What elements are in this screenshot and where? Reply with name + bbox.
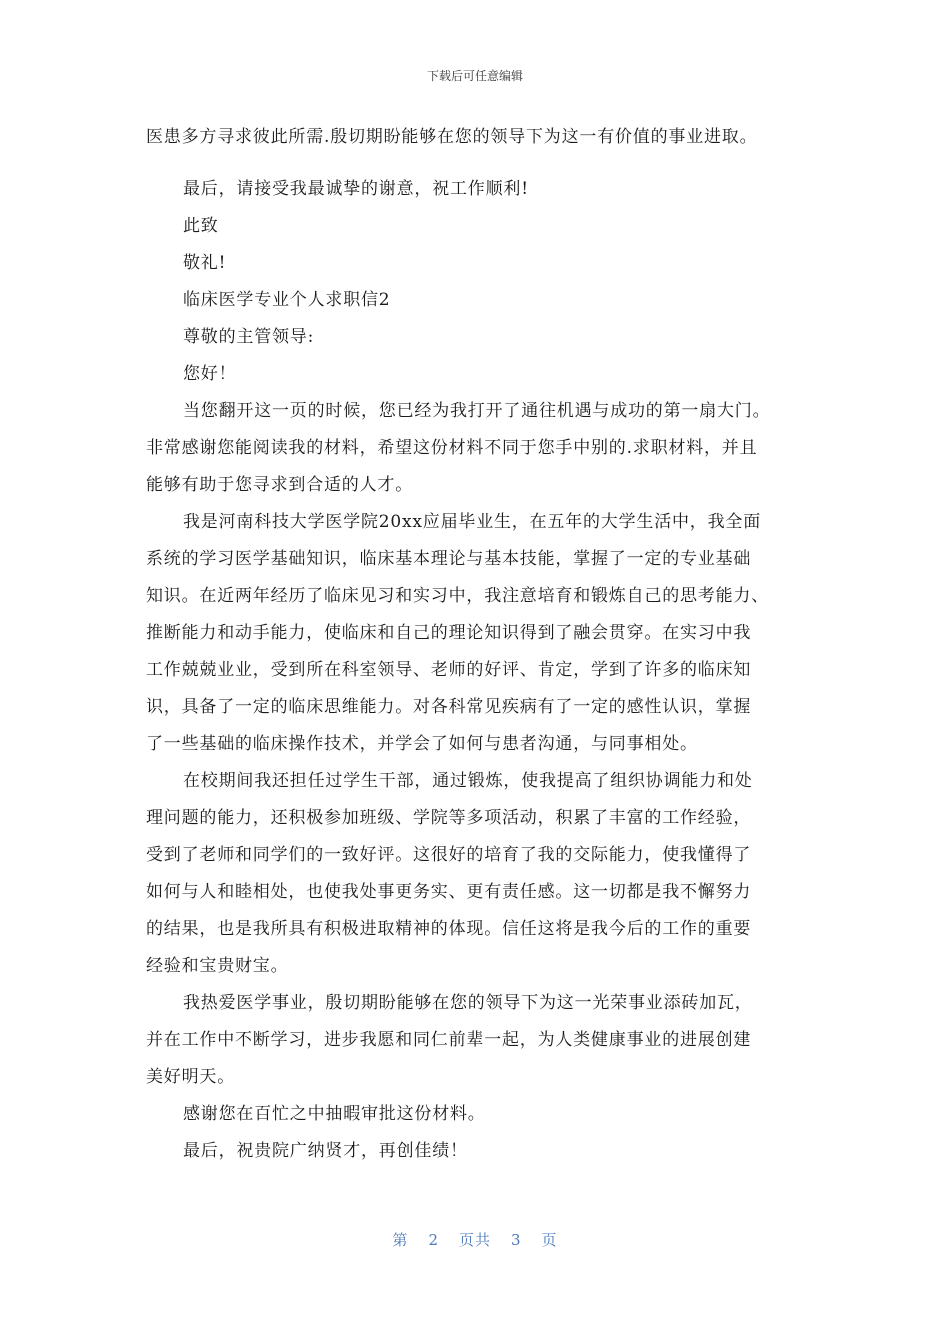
text-line: 系统的学习医学基础知识，临床基本理论与基本技能，掌握了一定的专业基础 [146,549,752,569]
text-line: 最后，请接受我最诚挚的谢意，祝工作顺利! [183,179,529,199]
text-line: 美好明天。 [146,1067,235,1087]
text-line: 非常感谢您能阅读我的材料，希望这份材料不同于您手中别的.求职材料，并且 [146,438,758,458]
footer-suffix: 页 [541,1231,558,1249]
text-line: 推断能力和动手能力，使临床和自己的理论知识得到了融会贯穿。在实习中我 [146,623,752,643]
text-line: 医患多方寻求彼此所需.殷切期盼能够在您的领导下为这一有价值的事业进取。 [146,127,758,147]
document-body [146,119,818,1170]
text-line: 最后，祝贵院广纳贤才，再创佳绩！ [183,1141,468,1161]
text-line: 受到了老师和同学们的一致好评。这很好的培育了我的交际能力，使我懂得了 [146,845,752,865]
text-line: 能够有助于您寻求到合适的人才。 [146,475,413,495]
text-line: 知识。在近两年经历了临床见习和实习中，我注意培育和锻炼自己的思考能力、 [146,586,769,606]
footer-page-number: 2 [428,1231,439,1249]
page-footer [0,1229,950,1250]
text-line: 尊敬的主管领导: [183,327,315,347]
text-line: 并在工作中不断学习，进步我愿和同仁前辈一起，为人类健康事业的进展创建 [146,1030,752,1050]
text-line: 理问题的能力，还积极参加班级、学院等多项活动，积累了丰富的工作经验， [146,808,752,828]
text-line: 识，具备了一定的临床思维能力。对各科常见疾病有了一定的感性认识，掌握 [146,697,752,717]
text-line: 如何与人和睦相处，也使我处事更务实、更有责任感。这一切都是我不懈努力 [146,882,752,902]
text-line: 了一些基础的临床操作技术，并学会了如何与患者沟通，与同事相处。 [146,734,698,754]
text-line: 的结果，也是我所具有积极进取精神的体现。信任这将是我今后的工作的重要 [146,919,752,939]
text-line: 感谢您在百忙之中抽暇审批这份材料。 [183,1104,486,1124]
text-line: 此致 [183,216,219,236]
page-header: 下载后可任意编辑 [426,69,523,83]
text-line: 当您翻开这一页的时候，您已经为我打开了通往机遇与成功的第一扇大门。 [183,401,771,421]
text-line: 我热爱医学事业，殷切期盼能够在您的领导下为这一光荣事业添砖加瓦， [183,993,753,1013]
footer-prefix: 第 [392,1231,409,1249]
text-line: 临床医学专业个人求职信2 [183,290,391,310]
text-line: 敬礼! [183,253,227,273]
text-line: 工作兢兢业业，受到所在科室领导、老师的好评、肯定，学到了许多的临床知 [146,660,752,680]
text-line: 在校期间我还担任过学生干部，通过锻炼，使我提高了组织协调能力和处 [183,771,753,791]
footer-middle: 页共 [458,1231,491,1249]
footer-total-pages: 3 [511,1231,522,1249]
text-line: 经验和宝贵财宝。 [146,956,289,976]
text-line: 您好！ [183,364,237,384]
text-line: 我是河南科技大学医学院20xx应届毕业生，在五年的大学生活中，我全面 [183,512,762,532]
